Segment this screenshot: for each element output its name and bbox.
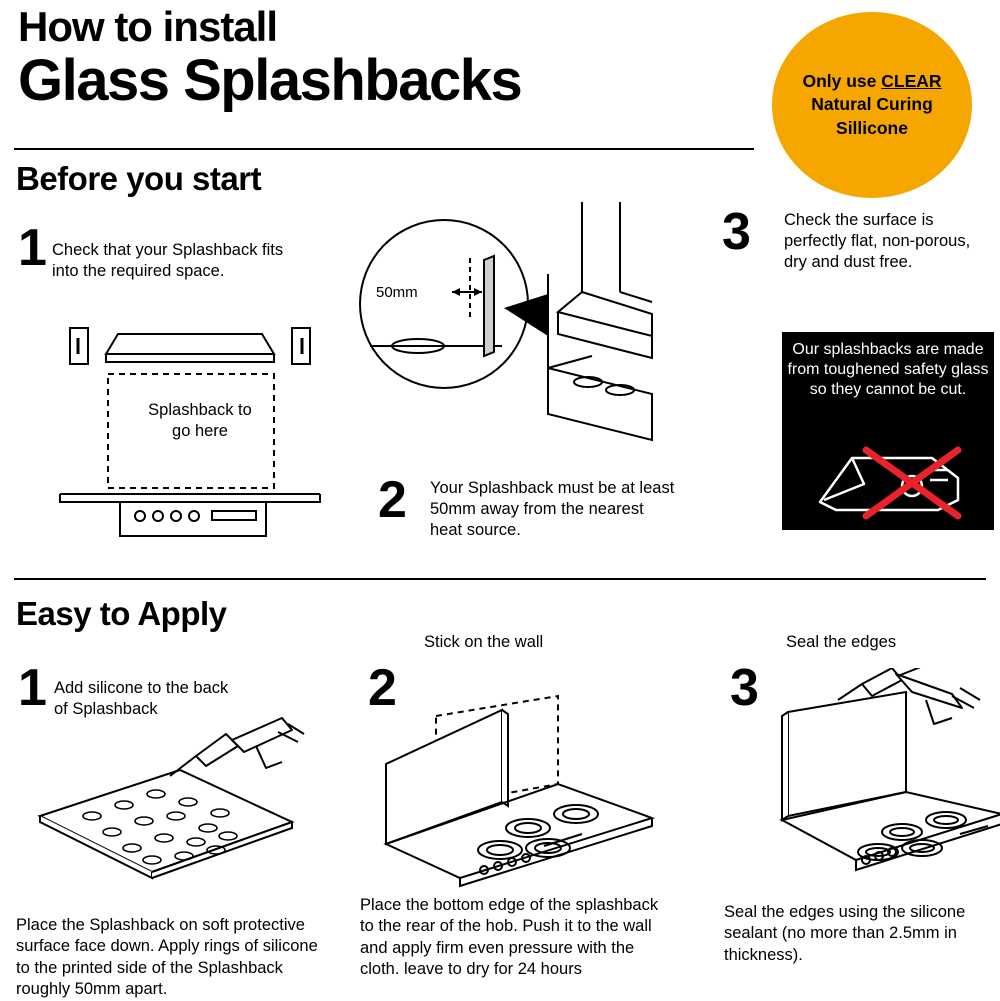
step-title-apply-2: Stick on the wall xyxy=(424,633,544,651)
diagram-label-line-1: Splashback to xyxy=(148,401,252,419)
step-text-before-2: Your Splashback must be at least 50mm away from the nearest heat source. xyxy=(430,479,675,540)
diagram-stick-on-wall xyxy=(352,668,672,888)
section-heading-before-you-start: Before you start xyxy=(16,160,262,197)
step-number-before-2: 2 xyxy=(378,471,407,529)
step-caption-apply-1: Place the Splashback on soft protective surface face down. Apply rings of silicone to the printed side of the Splashback roughly 50mm apart. xyxy=(16,916,318,999)
step-text-before-3: Check the surface is perfectly flat, non-porous, dry and dust free. xyxy=(784,211,971,272)
step-number-before-3: 3 xyxy=(722,203,751,261)
badge-line-3: Sillicone xyxy=(836,117,908,138)
diagram-label-splashback-here xyxy=(110,400,290,443)
cutter-knife-crossed-out-icon xyxy=(808,444,968,522)
badge-line-1-prefix: Only use xyxy=(802,71,882,92)
badge-line-2: Natural Curing xyxy=(811,94,933,115)
badge-line-1-underlined: CLEAR xyxy=(881,71,942,92)
step-title-apply-3: Seal the edges xyxy=(786,633,897,651)
diagram-apply-silicone xyxy=(20,712,320,892)
diagram-label-line-2: go here xyxy=(172,422,228,441)
page-title-line-2: Glass Splashbacks xyxy=(18,48,522,113)
section-heading-easy-to-apply: Easy to Apply xyxy=(16,595,227,632)
section-divider xyxy=(14,578,986,580)
step-number-apply-3: 3 xyxy=(730,659,759,717)
step-number-before-1: 1 xyxy=(18,219,47,277)
clear-silicone-badge xyxy=(772,12,972,198)
badge-text xyxy=(792,70,951,139)
step-caption-apply-2: Place the bottom edge of the splashback to the rear of the hob. Push it to the wall and apply firm even pressure with the cloth. leave to dry for 24 hours xyxy=(360,896,659,979)
page-title-line-1: How to install xyxy=(18,3,277,50)
step-number-apply-2: 2 xyxy=(368,659,397,717)
step-caption-apply-3: Seal the edges using the silicone sealant (no more than 2.5mm in thickness). xyxy=(724,903,966,964)
step-title-apply-1: Add silicone to the back of Splashback xyxy=(54,679,229,719)
diagram-seal-edges xyxy=(716,668,1000,888)
svg-text:50mm: 50mm xyxy=(376,284,418,301)
step-number-apply-1: 1 xyxy=(18,659,47,717)
note-box-text: Our splashbacks are made from toughened safety glass so they cannot be cut. xyxy=(787,341,989,399)
diagram-50mm-clearance xyxy=(352,196,682,446)
header-divider xyxy=(14,148,754,150)
note-box-toughened-glass xyxy=(782,332,994,530)
step-text-before-1: Check that your Splashback fits into the required space. xyxy=(52,241,284,281)
